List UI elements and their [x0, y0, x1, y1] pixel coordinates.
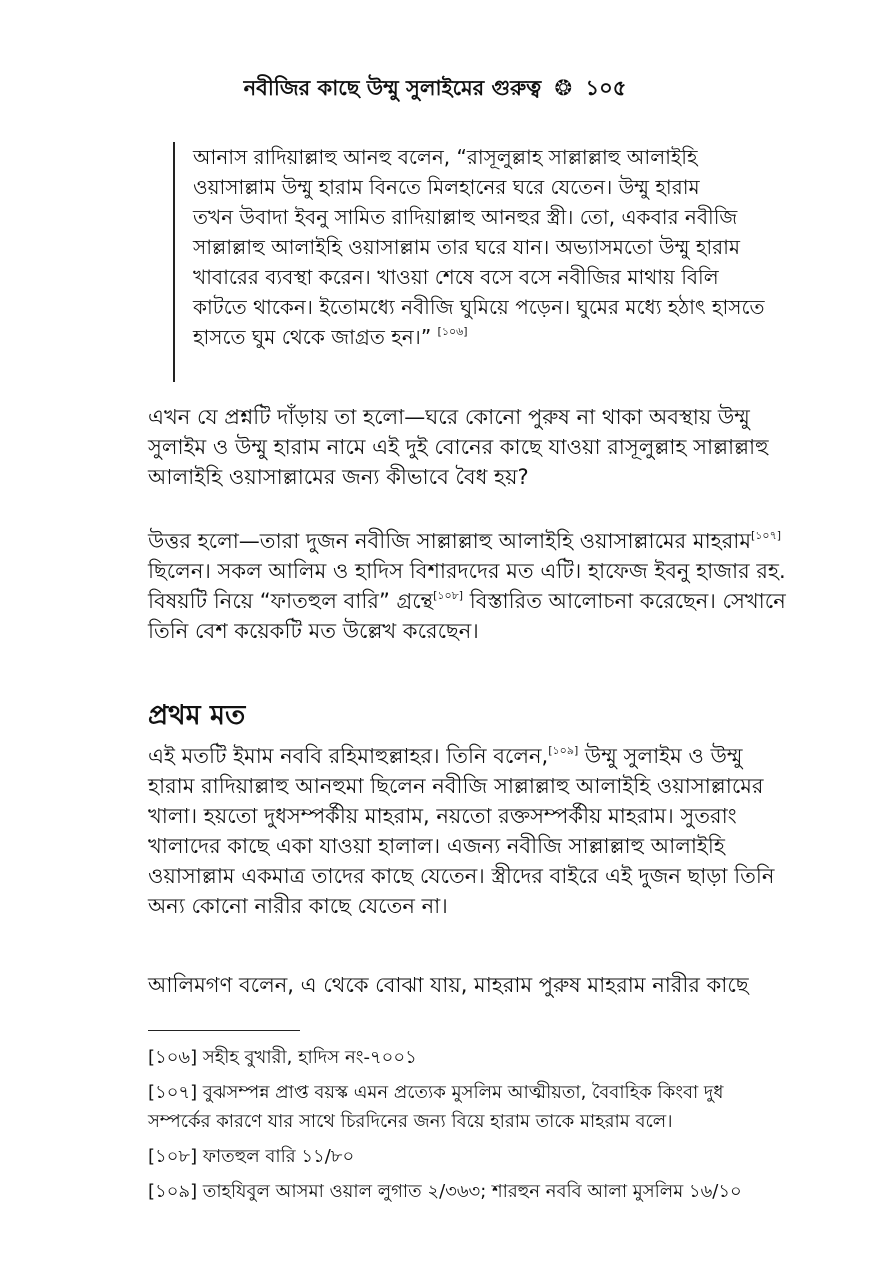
section-heading: প্রথম মত	[148, 700, 246, 731]
chapter-title: নবীজির কাছে উম্মু সুলাইমের গুরুত্ব	[243, 76, 542, 100]
answer-line3-before: বিষয়টি নিয়ে “ফাতহুল বারি” গ্রন্থে	[148, 589, 434, 613]
paragraph-line: এখন যে প্রশ্নটি দাঁড়ায় তা হলো—ঘরে কোনো পুরুষ না থাকা অবস্থায় উম্মু	[148, 405, 750, 429]
paragraph-line: হারাম রাদিয়াল্লাহু আনহুমা ছিলেন নবীজি সাল্লাল্লাহু আলাইহি ওয়াসাল্লামের	[148, 774, 764, 798]
paragraph-line: আলাইহি ওয়াসাল্লামের জন্য কীভাবে বৈধ হয়?	[148, 465, 529, 489]
question-paragraph	[148, 402, 769, 492]
answer-line1-text: উত্তর হলো—তারা দুজন নবীজি সাল্লাল্লাহু আলাইহি ওয়াসাল্লামের মাহরাম	[148, 529, 751, 553]
first-opinion-paragraph	[148, 741, 775, 921]
running-header	[0, 72, 870, 107]
footnote-107	[148, 1078, 743, 1136]
opinion-line1-before: এই মতটি ইমাম নববি রহিমাহুল্লাহর। তিনি বলেন,	[148, 744, 549, 768]
quote-line: তখন উবাদা ইবনু সামিত রাদিয়াল্লাহু আনহুর স্ত্রী। তো, একবার নবীজি	[193, 205, 738, 229]
footnote-line: [১০৬] সহীহ বুখারী, হাদিস নং-৭০০১	[148, 1047, 417, 1068]
quote-line: কাটতে থাকেন। ইতোমধ্যে নবীজি ঘুমিয়ে পড়েন। ঘুমের মধ্যে হঠাৎ হাসতে	[193, 295, 765, 319]
footnote-106	[148, 1043, 743, 1072]
paragraph-line: খালা। হয়তো দুধসম্পর্কীয় মাহরাম, নয়তো রক্তসম্পর্কীয় মাহরাম। সুতরাং	[148, 804, 737, 828]
page-number: ১০৫	[585, 76, 627, 100]
footnote-line: [১০৭] বুঝসম্পন্ন প্রাপ্ত বয়স্ক এমন প্রত্যেক মুসলিম আত্মীয়তা, বৈবাহিক কিংবা দুধ	[148, 1082, 724, 1103]
paragraph-line: ওয়াসাল্লাম একমাত্র তাদের কাছে যেতেন। স্ত্রীদের বাইরে এই দুজন ছাড়া তিনি	[148, 864, 775, 888]
hadith-quote	[173, 142, 765, 382]
paragraph-line: ছিলেন। সকল আলিম ও হাদিস বিশারদদের মত এটি। হাফেজ ইবনু হাজার রহ.	[148, 559, 786, 583]
paragraph-line: আলিমগণ বলেন, এ থেকে বোঝা যায়, মাহরাম পুরুষ মাহরাম নারীর কাছে	[148, 973, 749, 997]
ornament-icon: ❂	[554, 76, 573, 100]
quote-line: সাল্লাল্লাহু আলাইহি ওয়াসাল্লাম তার ঘরে যান। অভ্যাসমতো উম্মু হারাম	[193, 235, 741, 259]
footnote-ref-108[interactable]: [১০৮]	[433, 589, 464, 602]
paragraph-line	[148, 586, 786, 616]
footnote-line: [১০৮] ফাতহুল বারি ১১/৮০	[148, 1146, 355, 1167]
footnote-108	[148, 1142, 743, 1171]
opinion-line1-after: উম্মু সুলাইম ও উম্মু	[578, 744, 743, 768]
paragraph-line: খালাদের কাছে একা যাওয়া হালাল। এজন্য নবীজি সাল্লাল্লাহু আলাইহি	[148, 834, 725, 858]
paragraph-line: তিনি বেশ কয়েকটি মত উল্লেখ করেছেন।	[148, 619, 479, 643]
quote-last-text: হাসতে ঘুম থেকে জাগ্রত হন।”	[193, 325, 432, 349]
quote-line: আনাস রাদিয়াল্লাহু আনহু বলেন, “রাসূলুল্লাহ সাল্লাল্লাহু আলাইহি	[193, 145, 698, 169]
paragraph-line	[148, 526, 782, 556]
footnote-ref-106[interactable]: [১০৬]	[437, 325, 468, 338]
paragraph-line: অন্য কোনো নারীর কাছে যেতেন না।	[148, 894, 448, 918]
footnote-line: সম্পর্কের কারণে যার সাথে চিরদিনের জন্য বিয়ে হারাম তাকে মাহরাম বলে।	[148, 1111, 673, 1132]
footnote-ref-109[interactable]: [১০৯]	[548, 744, 579, 757]
footnote-ref-107[interactable]: [১০৭]	[751, 529, 782, 542]
quote-line: খাবারের ব্যবস্থা করেন। খাওয়া শেষে বসে বসে নবীজির মাথায় বিলি	[193, 265, 719, 289]
answer-paragraph	[148, 526, 786, 646]
quote-line: ওয়াসাল্লাম উম্মু হারাম বিনতে মিলহানের ঘরে যেতেন। উম্মু হারাম	[193, 175, 700, 199]
footnotes	[148, 1043, 743, 1212]
scholars-paragraph	[148, 970, 749, 1000]
footnote-divider	[148, 1030, 300, 1031]
paragraph-line	[148, 741, 743, 771]
answer-line3-after: বিস্তারিত আলোচনা করেছেন। সেখানে	[463, 589, 786, 613]
footnote-109	[148, 1177, 743, 1206]
footnote-line: [১০৯] তাহযিবুল আসমা ওয়াল লুগাত ২/৩৬৩; শারহুন নববি আলা মুসলিম ১৬/১০	[148, 1181, 742, 1202]
paragraph-line: সুলাইম ও উম্মু হারাম নামে এই দুই বোনের কাছে যাওয়া রাসূলুল্লাহ সাল্লাল্লাহু	[148, 435, 769, 459]
quote-line	[193, 322, 741, 352]
